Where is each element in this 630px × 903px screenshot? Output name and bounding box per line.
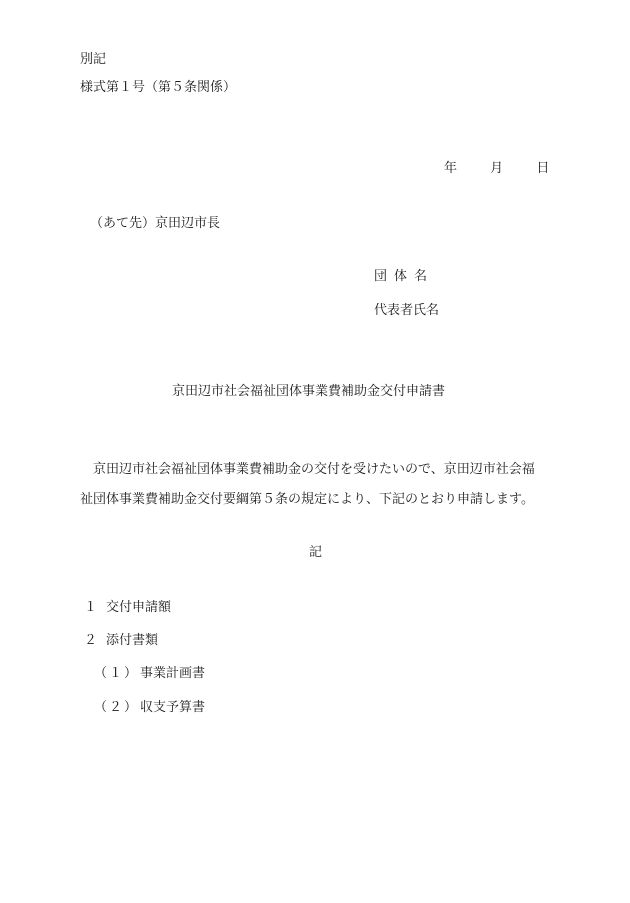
item-label: 添付書類 xyxy=(106,633,159,648)
date-year-label: 年 xyxy=(444,161,458,176)
attachment-number: （１） xyxy=(94,666,140,681)
item-number: １ xyxy=(84,600,98,615)
date-day-label: 日 xyxy=(536,161,550,176)
ki-heading: 記 xyxy=(309,545,323,560)
attachment-business-plan xyxy=(94,667,205,680)
addressee: （あて先）京田辺市長 xyxy=(90,216,221,231)
item-application-amount xyxy=(84,601,171,614)
organization-name-label: 団体名 xyxy=(374,269,435,284)
document-title: 京田辺市社会福祉団体事業費補助金交付申請書 xyxy=(172,384,446,399)
attachment-label: 収支予算書 xyxy=(140,700,206,715)
item-attachments xyxy=(84,634,158,647)
appendix-label: 別記 xyxy=(80,52,107,67)
attachment-number: （２） xyxy=(94,700,140,715)
form-number: 様式第１号（第５条関係） xyxy=(80,80,237,95)
date-month-label: 月 xyxy=(490,161,504,176)
item-number: ２ xyxy=(84,633,98,648)
representative-name-label: 代表者氏名 xyxy=(374,303,440,318)
item-label: 交付申請額 xyxy=(106,600,172,615)
date-line xyxy=(444,162,549,175)
attachment-label: 事業計画書 xyxy=(140,666,206,681)
body-line-1: 京田辺市社会福祉団体事業費補助金の交付を受けたいので、京田辺市社会福 xyxy=(93,462,535,477)
body-paragraph xyxy=(80,455,554,515)
body-line-2: 祉団体事業費補助金交付要綱第５条の規定により、下記のとおり申請します。 xyxy=(80,492,534,507)
attachment-budget xyxy=(94,701,205,714)
